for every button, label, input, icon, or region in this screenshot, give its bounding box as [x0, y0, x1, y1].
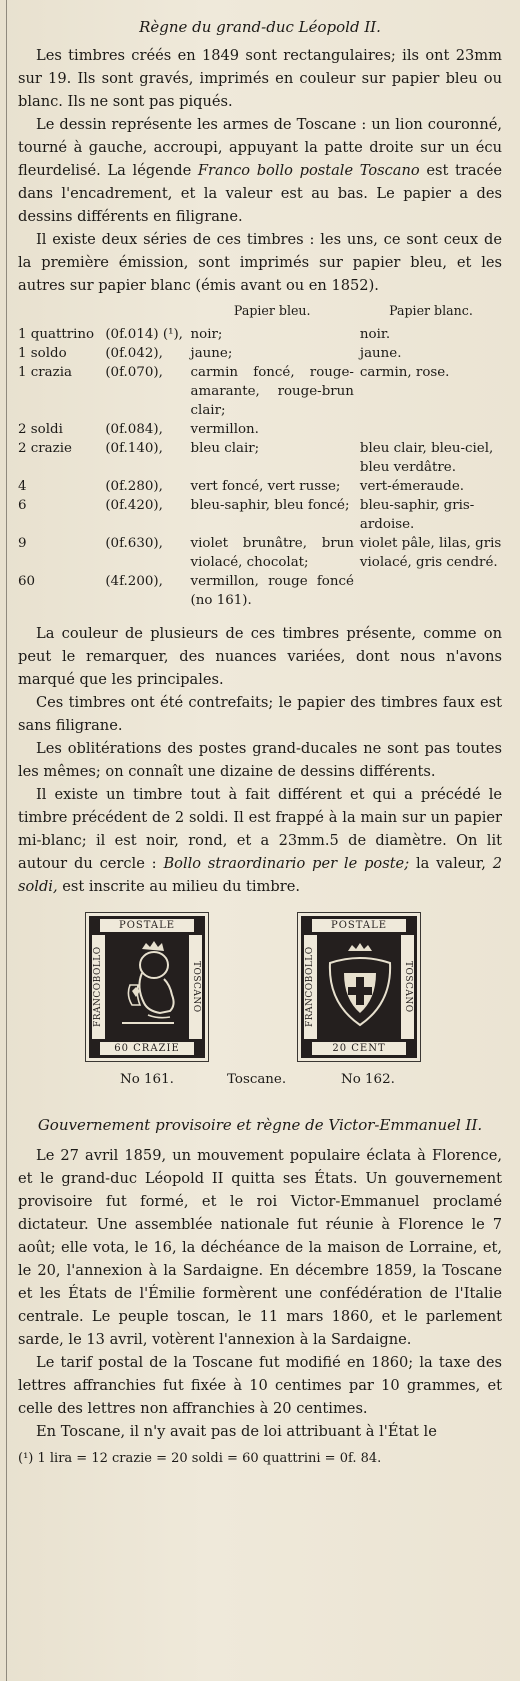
table-row	[18, 363, 502, 420]
lion-icon	[108, 935, 188, 1039]
paragraph-cancellations: Les oblitérations des postes grand-ducales ne sont pas toutes les mêmes; on connaît une dizaine de dessins différents.	[18, 740, 502, 780]
stamp-top-legend: POSTALE	[100, 919, 194, 932]
page-heading: Règne du grand-duc Léopold II.	[139, 18, 381, 36]
colour-white-paper	[354, 420, 502, 439]
colour-white-paper: carmin, rose.	[359, 365, 450, 380]
colour-white-paper: vert-émeraude.	[359, 479, 465, 494]
text-run: la valeur,	[409, 855, 493, 872]
colour-white-paper: bleu clair, bleu-ciel, bleu verdâtre.	[359, 441, 494, 475]
stamp-price: (0f.630),	[105, 536, 163, 551]
stamp-price: (0f.280),	[105, 479, 163, 494]
text-run: Il existe un timbre tout à fait différent et qui a précédé le timbre précédent de 2 soldi. Il est frappé à la main sur un papier mi-blanc; il est noir, rond, et a 23mm.5 de diamètre. On lit autour du cercle :	[18, 786, 502, 872]
table-row	[18, 439, 502, 477]
caption-toscane: Toscane.	[227, 1072, 287, 1087]
stamp-value: 1 soldo	[18, 346, 67, 361]
stamp-value: 4	[18, 479, 27, 494]
paragraph-postal-tariff: Le tarif postal de la Toscane fut modifié en 1860; la taxe des lettres affranchies fut fixée à 10 centimes par 10 grammes, et celle des lettres non affranchies à 20 centimes.	[18, 1354, 502, 1417]
stamp-left-legend: FRANCOBOLLO	[304, 935, 317, 1039]
colour-blue-paper: carmin foncé, rouge-amarante, rouge-brun clair;	[190, 365, 354, 418]
stamp-value: 2 soldi	[18, 422, 63, 437]
stamp-value: 9	[18, 536, 27, 551]
colour-white-paper: violet pâle, lilas, gris violacé, gris cendré.	[359, 536, 502, 570]
colour-blue-paper: bleu-saphir, bleu foncé;	[190, 498, 350, 513]
stamp-price: (4f.200),	[105, 574, 163, 589]
colour-blue-paper: vermillon.	[190, 422, 259, 437]
header-blue-paper: Papier bleu.	[233, 303, 311, 318]
table-row	[18, 496, 502, 534]
tariff-rows	[18, 325, 502, 610]
paragraph-forgeries: Ces timbres ont été contrefaits; le papier des timbres faux est sans filigrane.	[18, 694, 502, 734]
legend-italic: Franco bollo postale Toscano	[197, 162, 420, 179]
stamp-value: 60	[18, 574, 36, 589]
paragraph-stamps-created: Les timbres créés en 1849 sont rectangulaires; ils ont 23mm sur 19. Ils sont gravés, imprimés en couleur sur papier bleu ou blanc. Ils ne sont pas piqués.	[18, 47, 502, 110]
table-row	[18, 572, 502, 610]
stamp-right-legend: TOSCANO	[189, 935, 202, 1039]
colour-blue-paper: bleu clair;	[190, 441, 260, 456]
colour-white-paper: bleu-saphir, gris-ardoise.	[359, 498, 475, 532]
savoy-arms-icon	[320, 935, 400, 1039]
stamp-value: 2 crazie	[18, 441, 72, 456]
caption-no-161: No 161.	[120, 1072, 174, 1087]
colour-white-paper	[354, 572, 502, 610]
stamp-price: (0f.420),	[105, 498, 163, 513]
stamp-value: 1 quattrino	[18, 327, 95, 342]
table-row	[18, 344, 502, 363]
footnote: (¹) 1 lira = 12 crazie = 20 soldi = 60 quattrini = 0f. 84.	[18, 1451, 382, 1466]
paragraph-1859-events: Le 27 avril 1859, un mouvement populaire éclata à Florence, et le grand-duc Léopold II quitta ses États. Un gouvernement provisoire fut formé, et le roi Victor-Emmanuel proclamé dictateur. Une assemblée nationale fut réunie à Florence le 7 août; elle vota, le 16, la déchéance de la maison de Lorraine, et, le 20, l'annexion à la Sardaigne. En décembre 1859, la Toscane et les États de l'Émilie formèrent une confédération de l'Italie centrale. Le peuple toscan, le 11 mars 1860, et le parlement sarde, le 13 avril, votèrent l'annexion à la Sardaigne.	[18, 1147, 502, 1348]
stamp-left-legend: FRANCOBOLLO	[92, 935, 105, 1039]
stamp-lion-image	[85, 912, 209, 1062]
stamp-value: 6	[18, 498, 27, 513]
italic-run: Bollo straordinario per le poste;	[163, 855, 410, 872]
stamp-price: (0f.070),	[105, 365, 163, 380]
colour-blue-paper: vert foncé, vert russe;	[190, 479, 341, 494]
table-row	[18, 477, 502, 496]
table-row	[18, 325, 502, 344]
stamp-arms-image	[297, 912, 421, 1062]
paragraph-two-series: Il existe deux séries de ces timbres : les uns, ce sont ceux de la première émission, sont imprimés sur papier bleu, et les autres sur papier blanc (émis avant ou en 1852).	[18, 231, 502, 294]
colour-white-paper: noir.	[359, 327, 391, 342]
paragraph-law: En Toscane, il n'y avait pas de loi attribuant à l'État le	[36, 1423, 437, 1440]
stamp-value-legend: 60 CRAZIE	[100, 1042, 194, 1055]
section-title: Gouvernement provisoire et règne de Victor-Emmanuel II.	[37, 1116, 483, 1134]
stamp-price: (0f.042),	[105, 346, 163, 361]
stamp-top-legend: POSTALE	[312, 919, 406, 932]
text-run: est tracée dans l'encadrement, et la valeur est au bas. Le papier a des dessins différents en filigrane.	[18, 162, 503, 225]
stamp-tariff-table	[18, 301, 502, 610]
paragraph-colour-nuances: La couleur de plusieurs de ces timbres présente, comme on peut le remarquer, des nuances variées, dont nous n'avons marqué que les principales.	[18, 625, 502, 688]
colour-blue-paper: jaune;	[190, 346, 233, 361]
table-row	[18, 534, 502, 572]
page-edge-line	[6, 0, 7, 1681]
stamp-illustrations	[18, 912, 502, 1116]
stamp-value-legend: 20 CENT	[312, 1042, 406, 1055]
stamp-value: 1 crazia	[18, 365, 72, 380]
caption-no-162: No 162.	[341, 1072, 395, 1087]
colour-blue-paper: violet brunâtre, brun violacé, chocolat;	[190, 536, 354, 570]
paragraph-design	[18, 113, 502, 228]
text-run: Le dessin représente les armes de Toscane : un lion couronné, tourné à gauche, accroupi, appuyant la patte droite sur un écu fleurdelisé. La légende	[18, 116, 502, 179]
text-run: est inscrite au milieu du timbre.	[57, 878, 300, 895]
table-row	[18, 420, 502, 439]
italic-run: 2 soldi,	[18, 855, 502, 895]
colour-blue-paper: vermillon, rouge foncé (no 161).	[190, 574, 354, 608]
stamp-right-legend: TOSCANO	[401, 935, 414, 1039]
stamp-price: (0f.140),	[105, 441, 163, 456]
paragraph-bollo-straordinario	[18, 783, 502, 898]
header-white-paper: Papier blanc.	[389, 303, 473, 318]
colour-blue-paper: noir;	[190, 327, 223, 342]
stamp-price: (0f.014) (¹),	[105, 327, 183, 342]
stamp-price: (0f.084),	[105, 422, 163, 437]
colour-white-paper: jaune.	[359, 346, 402, 361]
